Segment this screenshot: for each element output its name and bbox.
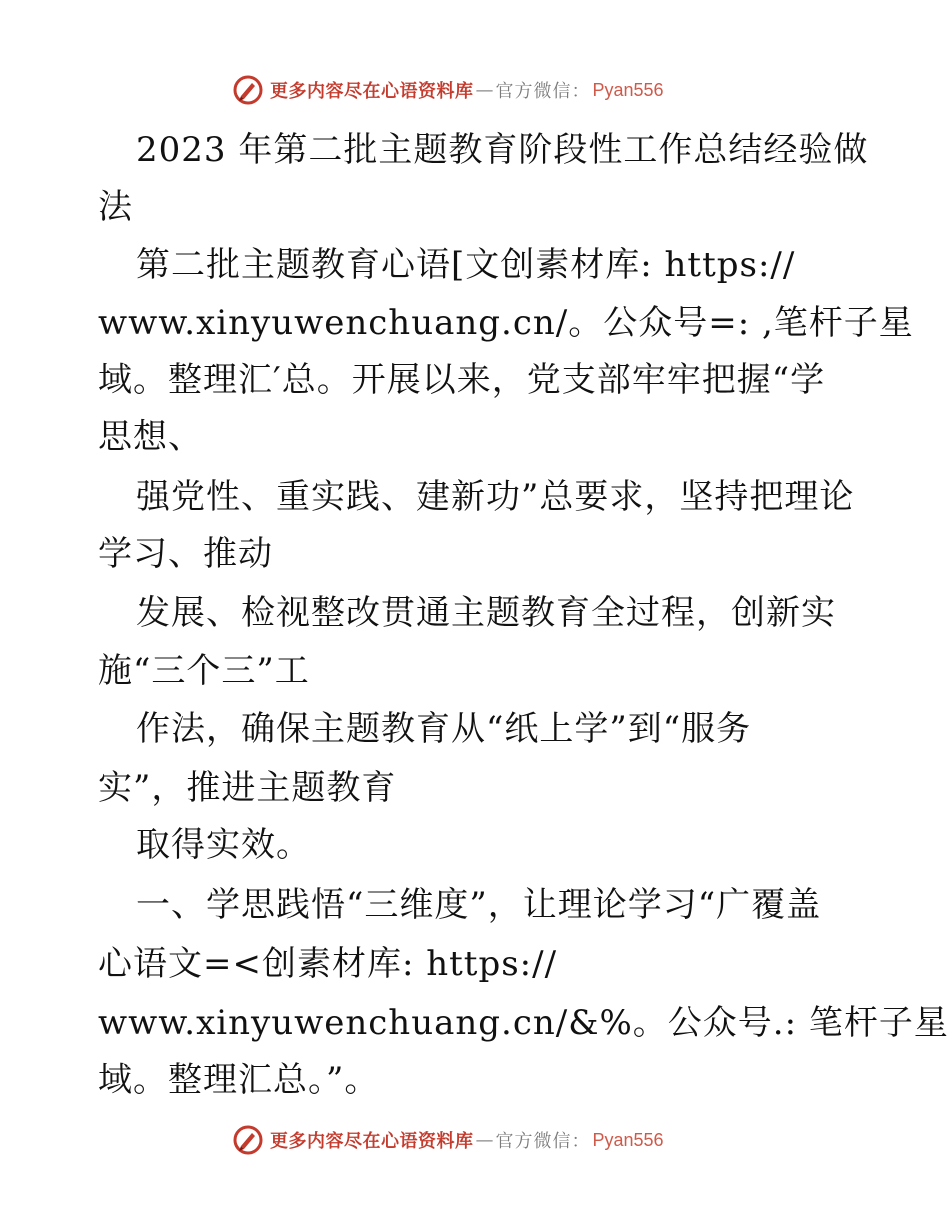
text-line: 取得实效。 [136,825,311,865]
header-banner[interactable] [232,72,712,108]
text-line: 法 [98,187,133,227]
text-line: 2023 年第二批主题教育阶段性工作总结经验做 [136,130,869,170]
banner-wechat-id: Pyan556 [592,79,664,100]
text-line: www.xinyuwenchuang.cn/。公众号=: ,笔杆子星 [98,303,914,343]
pen-seal-logo-icon [232,1124,264,1156]
text-line: 域。整理汇总。”。 [98,1060,380,1100]
text-line: 心语文=<创素材库: https:// [98,944,558,984]
text-line: 学习、推动 [98,534,273,574]
text-line: www.xinyuwenchuang.cn/&%。公众号.: 笔杆子星 [98,1003,949,1043]
banner-wechat-label: 官方微信： [495,1131,591,1152]
text-line: 第二批主题教育心语[文创素材库: https:// [136,245,796,285]
text-line: 发展、检视整改贯通主题教育全过程，创新实 [136,593,836,633]
text-line: 域。整理汇′总。开展以来，党支部牢牢把握“学 [98,360,826,400]
text-line: 一、学思践悟“三维度”，让理论学习“广覆盖 [136,885,822,925]
banner-separator: — [475,1129,494,1151]
text-line: 思想、 [98,417,203,457]
footer-banner[interactable] [232,1122,712,1158]
banner-separator: — [475,79,494,101]
banner-brand-text: 更多内容尽在心语资料库 [270,81,474,102]
text-line: 作法，确保主题教育从“纸上学”到“服务 [136,709,752,749]
banner-brand-text: 更多内容尽在心语资料库 [270,1131,474,1152]
banner-wechat-id: Pyan556 [592,1129,664,1150]
text-line: 强党性、重实践、建新功”总要求，坚持把理论 [136,477,855,517]
pen-seal-logo-icon [232,74,264,106]
text-line: 施“三个三”工 [98,651,310,691]
text-line: 实”，推进主题教育 [98,768,397,808]
banner-wechat-label: 官方微信： [495,81,591,102]
